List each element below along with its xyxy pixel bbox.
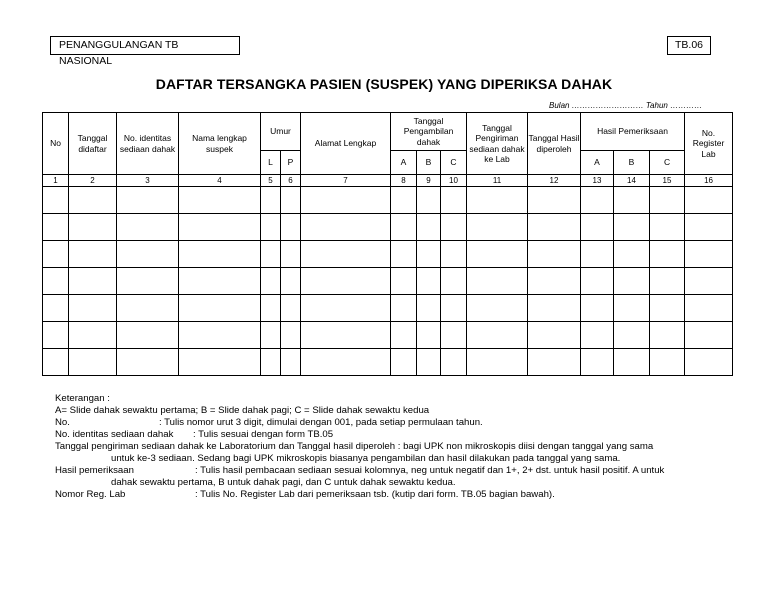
table-cell[interactable]	[581, 187, 614, 214]
program-name-box: PENANGGULANGAN TB NASIONAL	[50, 36, 240, 55]
form-title: DAFTAR TERSANGKA PASIEN (SUSPEK) YANG DIPERIKSA DAHAK	[155, 76, 613, 92]
table-cell[interactable]	[417, 295, 441, 322]
table-cell[interactable]	[614, 187, 650, 214]
table-cell[interactable]	[391, 187, 417, 214]
table-cell[interactable]	[281, 322, 301, 349]
header-umur-l: L	[261, 151, 281, 175]
column-number: 10	[441, 175, 467, 187]
header-nama: Nama lengkap suspek	[179, 113, 261, 175]
table-cell[interactable]	[581, 241, 614, 268]
table-cell[interactable]	[417, 214, 441, 241]
column-number: 11	[467, 175, 528, 187]
column-number: 6	[281, 175, 301, 187]
table-cell[interactable]	[614, 214, 650, 241]
note-no-label: No.	[55, 417, 70, 428]
table-cell[interactable]	[179, 322, 261, 349]
table-cell[interactable]	[614, 322, 650, 349]
header-hasil-a: A	[581, 151, 614, 175]
note-ident-label: No. identitas sediaan dahak	[55, 429, 174, 440]
table-cell[interactable]	[69, 349, 117, 376]
table-cell[interactable]	[117, 295, 179, 322]
table-cell[interactable]	[614, 349, 650, 376]
header-umur: Umur	[261, 113, 301, 151]
table-cell[interactable]	[301, 268, 391, 295]
table-cell[interactable]	[261, 214, 281, 241]
note-hasil-2: dahak sewaktu pertama, B untuk dahak pagi, dan C untuk dahak sewaktu kedua.	[111, 477, 456, 488]
table-cell[interactable]	[179, 268, 261, 295]
table-cell[interactable]	[69, 322, 117, 349]
table-cell[interactable]	[417, 187, 441, 214]
note-abc: A= Slide dahak sewaktu pertama; B = Slide dahak pagi; C = Slide dahak sewaktu kedua	[55, 405, 430, 416]
note-hasil-label: Hasil pemeriksaan	[55, 465, 134, 476]
table-cell[interactable]	[417, 268, 441, 295]
header-no-identitas: No. identitas sediaan dahak	[117, 113, 179, 175]
header-hasil: Hasil Pemeriksaan	[581, 113, 685, 151]
header-tgl-pengambilan: Tanggal Pengambilan dahak	[391, 113, 467, 151]
table-cell[interactable]	[441, 214, 467, 241]
table-cell[interactable]	[261, 187, 281, 214]
table-cell[interactable]	[69, 268, 117, 295]
header-umur-p: P	[281, 151, 301, 175]
table-cell[interactable]	[43, 322, 69, 349]
entry-rows	[43, 187, 733, 376]
header-tanggal-didaftar: Tanggal didaftar	[69, 113, 117, 175]
table-cell[interactable]	[467, 322, 528, 349]
table-cell[interactable]	[117, 187, 179, 214]
table-cell[interactable]	[281, 214, 301, 241]
table-cell[interactable]	[301, 322, 391, 349]
column-number: 16	[685, 175, 733, 187]
table-cell[interactable]	[179, 214, 261, 241]
table-cell[interactable]	[43, 241, 69, 268]
table-cell[interactable]	[43, 349, 69, 376]
table-row	[43, 349, 733, 376]
table-cell[interactable]	[417, 322, 441, 349]
suspect-register-table	[42, 112, 733, 376]
column-number: 12	[528, 175, 581, 187]
table-cell[interactable]	[69, 187, 117, 214]
table-cell[interactable]	[614, 295, 650, 322]
note-ident-text: : Tulis sesuai dengan form TB.05	[193, 429, 334, 440]
note-reg-label: Nomor Reg. Lab	[55, 489, 126, 500]
table-cell[interactable]	[43, 214, 69, 241]
table-cell[interactable]	[281, 241, 301, 268]
column-number: 4	[179, 175, 261, 187]
table-cell[interactable]	[467, 241, 528, 268]
table-cell[interactable]	[391, 322, 417, 349]
table-cell[interactable]	[614, 268, 650, 295]
table-cell[interactable]	[441, 241, 467, 268]
table-cell[interactable]	[281, 268, 301, 295]
table-cell[interactable]	[581, 349, 614, 376]
table-cell[interactable]	[685, 349, 733, 376]
table-cell[interactable]	[441, 295, 467, 322]
header-alamat: Alamat Lengkap	[301, 113, 391, 175]
table-cell[interactable]	[528, 349, 581, 376]
table-cell[interactable]	[650, 295, 685, 322]
table-cell[interactable]	[117, 214, 179, 241]
table-cell[interactable]	[685, 187, 733, 214]
table-row	[43, 241, 733, 268]
note-reg-text: : Tulis No. Register Lab dari pemeriksaan tsb. (kutip dari form. TB.05 bagian bawah).	[195, 489, 555, 500]
table-cell[interactable]	[281, 187, 301, 214]
header-no-register: No. Register Lab	[685, 113, 733, 175]
table-cell[interactable]	[650, 187, 685, 214]
table-cell[interactable]	[69, 295, 117, 322]
table-cell[interactable]	[301, 187, 391, 214]
note-kirim-1: Tanggal pengiriman sediaan dahak ke Laboratorium dan Tanggal hasil diperoleh : bagi UPK non mikroskopis diisi dengan tanggal yang sama	[55, 441, 654, 452]
table-cell[interactable]	[391, 349, 417, 376]
notes-heading: Keterangan :	[55, 393, 110, 404]
table-cell[interactable]	[581, 295, 614, 322]
table-cell[interactable]	[301, 295, 391, 322]
table-cell[interactable]	[417, 241, 441, 268]
table-cell[interactable]	[179, 349, 261, 376]
table-cell[interactable]	[467, 268, 528, 295]
table-cell[interactable]	[391, 295, 417, 322]
column-number: 2	[69, 175, 117, 187]
table-cell[interactable]	[43, 187, 69, 214]
note-kirim-2: untuk ke-3 sediaan. Sedang bagi UPK mikroskopis biasanya pengambilan dan hasil dilakukan pada tanggal yang sama.	[111, 453, 621, 464]
table-cell[interactable]	[528, 295, 581, 322]
table-cell[interactable]	[685, 295, 733, 322]
column-number: 5	[261, 175, 281, 187]
table-cell[interactable]	[528, 241, 581, 268]
table-cell[interactable]	[43, 268, 69, 295]
table-cell[interactable]	[441, 349, 467, 376]
table-cell[interactable]	[650, 349, 685, 376]
table-cell[interactable]	[261, 241, 281, 268]
table-row	[43, 322, 733, 349]
table-cell[interactable]	[281, 295, 301, 322]
column-number: 1	[43, 175, 69, 187]
header-pengambilan-b: B	[417, 151, 441, 175]
table-cell[interactable]	[301, 241, 391, 268]
header-pengambilan-c: C	[441, 151, 467, 175]
table-cell[interactable]	[441, 268, 467, 295]
table-cell[interactable]	[117, 268, 179, 295]
column-number: 8	[391, 175, 417, 187]
header-pengambilan-a: A	[391, 151, 417, 175]
header-tgl-hasil: Tanggal Hasil diperoleh	[528, 113, 581, 175]
table-cell[interactable]	[261, 349, 281, 376]
table-cell[interactable]	[650, 268, 685, 295]
table-row	[43, 187, 733, 214]
header-hasil-c: C	[650, 151, 685, 175]
table-cell[interactable]	[581, 214, 614, 241]
table-cell[interactable]	[69, 214, 117, 241]
table-cell[interactable]	[261, 295, 281, 322]
table-cell[interactable]	[117, 349, 179, 376]
table-cell[interactable]	[441, 187, 467, 214]
table-row	[43, 268, 733, 295]
table-cell[interactable]	[391, 268, 417, 295]
table-cell[interactable]	[261, 268, 281, 295]
table-cell[interactable]	[685, 241, 733, 268]
table-cell[interactable]	[179, 187, 261, 214]
column-number: 14	[614, 175, 650, 187]
table-row	[43, 214, 733, 241]
table-cell[interactable]	[69, 241, 117, 268]
note-hasil-1: : Tulis hasil pembacaan sediaan sesuai kolomnya, neg untuk negatif dan 1+, 2+ dst. untuk hasil positif. A untuk	[195, 465, 665, 476]
table-cell[interactable]	[650, 214, 685, 241]
table-cell[interactable]	[301, 214, 391, 241]
table-row	[43, 295, 733, 322]
table-cell[interactable]	[467, 214, 528, 241]
table-cell[interactable]	[441, 322, 467, 349]
table-cell[interactable]	[650, 241, 685, 268]
column-number: 7	[301, 175, 391, 187]
table-cell[interactable]	[528, 214, 581, 241]
table-cell[interactable]	[117, 241, 179, 268]
table-cell[interactable]	[685, 322, 733, 349]
table-cell[interactable]	[117, 322, 179, 349]
table-cell[interactable]	[528, 187, 581, 214]
period-field[interactable]: Bulan ……………………… Tahun …………	[549, 101, 703, 110]
header-hasil-b: B	[614, 151, 650, 175]
header-tgl-pengiriman: Tanggal Pengiriman sediaan dahak ke Lab	[467, 113, 528, 175]
table-cell[interactable]	[179, 295, 261, 322]
note-no-text: : Tulis nomor urut 3 digit, dimulai dengan 001, pada setiap permulaan tahun.	[159, 417, 483, 428]
table-cell[interactable]	[43, 295, 69, 322]
table-cell[interactable]	[467, 295, 528, 322]
table-cell[interactable]	[391, 214, 417, 241]
table-cell[interactable]	[581, 322, 614, 349]
form-code-box: TB.06	[667, 36, 711, 55]
column-number-row	[43, 175, 733, 187]
column-number: 15	[650, 175, 685, 187]
table-cell[interactable]	[528, 268, 581, 295]
table-cell[interactable]	[261, 322, 281, 349]
table-cell[interactable]	[391, 241, 417, 268]
table-cell[interactable]	[417, 349, 441, 376]
table-cell[interactable]	[528, 322, 581, 349]
table-cell[interactable]	[179, 241, 261, 268]
table-cell[interactable]	[467, 349, 528, 376]
table-cell[interactable]	[281, 349, 301, 376]
table-cell[interactable]	[581, 268, 614, 295]
table-cell[interactable]	[467, 187, 528, 214]
table-cell[interactable]	[614, 241, 650, 268]
column-number: 9	[417, 175, 441, 187]
header-no: No	[43, 113, 69, 175]
table-cell[interactable]	[650, 322, 685, 349]
column-number: 3	[117, 175, 179, 187]
column-number: 13	[581, 175, 614, 187]
table-cell[interactable]	[301, 349, 391, 376]
table-cell[interactable]	[685, 214, 733, 241]
table-cell[interactable]	[685, 268, 733, 295]
